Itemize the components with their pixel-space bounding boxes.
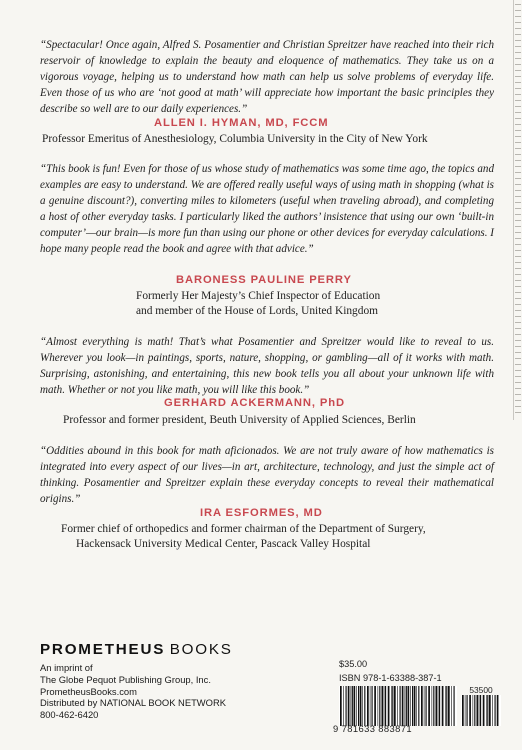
endorser-name: IRA ESFORMES, MD <box>200 507 323 519</box>
endorser-name: BARONESS PAULINE PERRY <box>176 274 352 286</box>
imprint-info <box>40 662 211 698</box>
endorser-credential: Formerly Her Majesty’s Chief Inspector of Education <box>136 290 381 302</box>
endorser-credential: and member of the House of Lords, United Kingdom <box>136 305 379 317</box>
imprint-line: The Globe Pequot Publishing Group, Inc. <box>40 674 211 685</box>
distributor-line: Distributed by NATIONAL BOOK NETWORK <box>40 697 226 708</box>
endorser-name: ALLEN I. HYMAN, MD, FCCM <box>154 117 329 129</box>
distributor-info <box>40 697 226 721</box>
endorser-credential: Professor Emeritus of Anesthesiology, Columbia University in the City of New York <box>42 133 428 145</box>
barcode-addon-digits: 53500 <box>469 685 493 695</box>
endorser-credential: Professor and former president, Beuth University of Applied Sciences, Berlin <box>63 414 416 426</box>
publisher-logo-sub: BOOKS <box>169 641 233 658</box>
barcode-digits: 9 781633 883871 <box>333 723 412 734</box>
isbn: ISBN 978-1-63388-387-1 <box>339 673 442 683</box>
price: $35.00 <box>339 659 368 669</box>
endorser-credential: Hackensack University Medical Center, Pascack Valley Hospital <box>76 538 371 550</box>
distributor-phone: 800-462-6420 <box>40 709 99 720</box>
publisher-logo <box>40 641 233 658</box>
barcode-addon <box>461 695 501 726</box>
endorsement-quote: “This book is fun! Even for those of us whose study of mathematics was some time ago, the topics and examples are easy to understand. We are offered really useful ways of using math in shopping (what is a genuine discount?), converting miles to kilometers (useful when traveling abroad), and completing a host of other everyday tasks. I particularly liked the authors’ insistence that using our own ‘built-in computer’—our brain—is more fun than using our phone or other devices for everyday calculations. I hope many people read the book and agree with that advice.” <box>40 163 494 255</box>
endorsement-quote: “Spectacular! Once again, Alfred S. Posamentier and Christian Spreitzer have reached into their rich reservoir of knowledge to explain the beauty and eloquence of mathematics. They take us on a vigorous voyage, helping us to understand how math can help us solve problems of everyday life. Even those of us who are ‘not good at math’ will appreciate how important the basic principles they describe so well are to our daily experiences.” <box>40 39 494 115</box>
endorser-credential: Former chief of orthopedics and former chairman of the Department of Surgery, <box>61 523 426 535</box>
endorsement-quote: “Oddities abound in this book for math aficionados. We are not truly aware of how mathematics is integrated into every aspect of our lives—in art, architecture, technology, and just the simple act of thinking. Posamentier and Spreitzer explain these everyday concepts to reveal their mathematical origins.” <box>40 445 494 505</box>
publisher-website: PrometheusBooks.com <box>40 686 137 697</box>
endorsement-quote: “Almost everything is math! That’s what Posamentier and Spreitzer would like to reveal to us. Wherever you look—in paintings, sports, nature, shopping, or gambling—all of it works with math. Surprising, astonishing, and entertaining, this new book tells you all about your unknown life with math. Whether or not you like math, you will like this book.” <box>40 336 494 396</box>
imprint-line: An imprint of <box>40 662 93 673</box>
endorser-name: GERHARD ACKERMANN, PhD <box>164 397 345 409</box>
publisher-logo-main: PROMETHEUS <box>40 641 166 658</box>
barcode <box>339 686 457 726</box>
page-edge-marks <box>512 0 522 420</box>
